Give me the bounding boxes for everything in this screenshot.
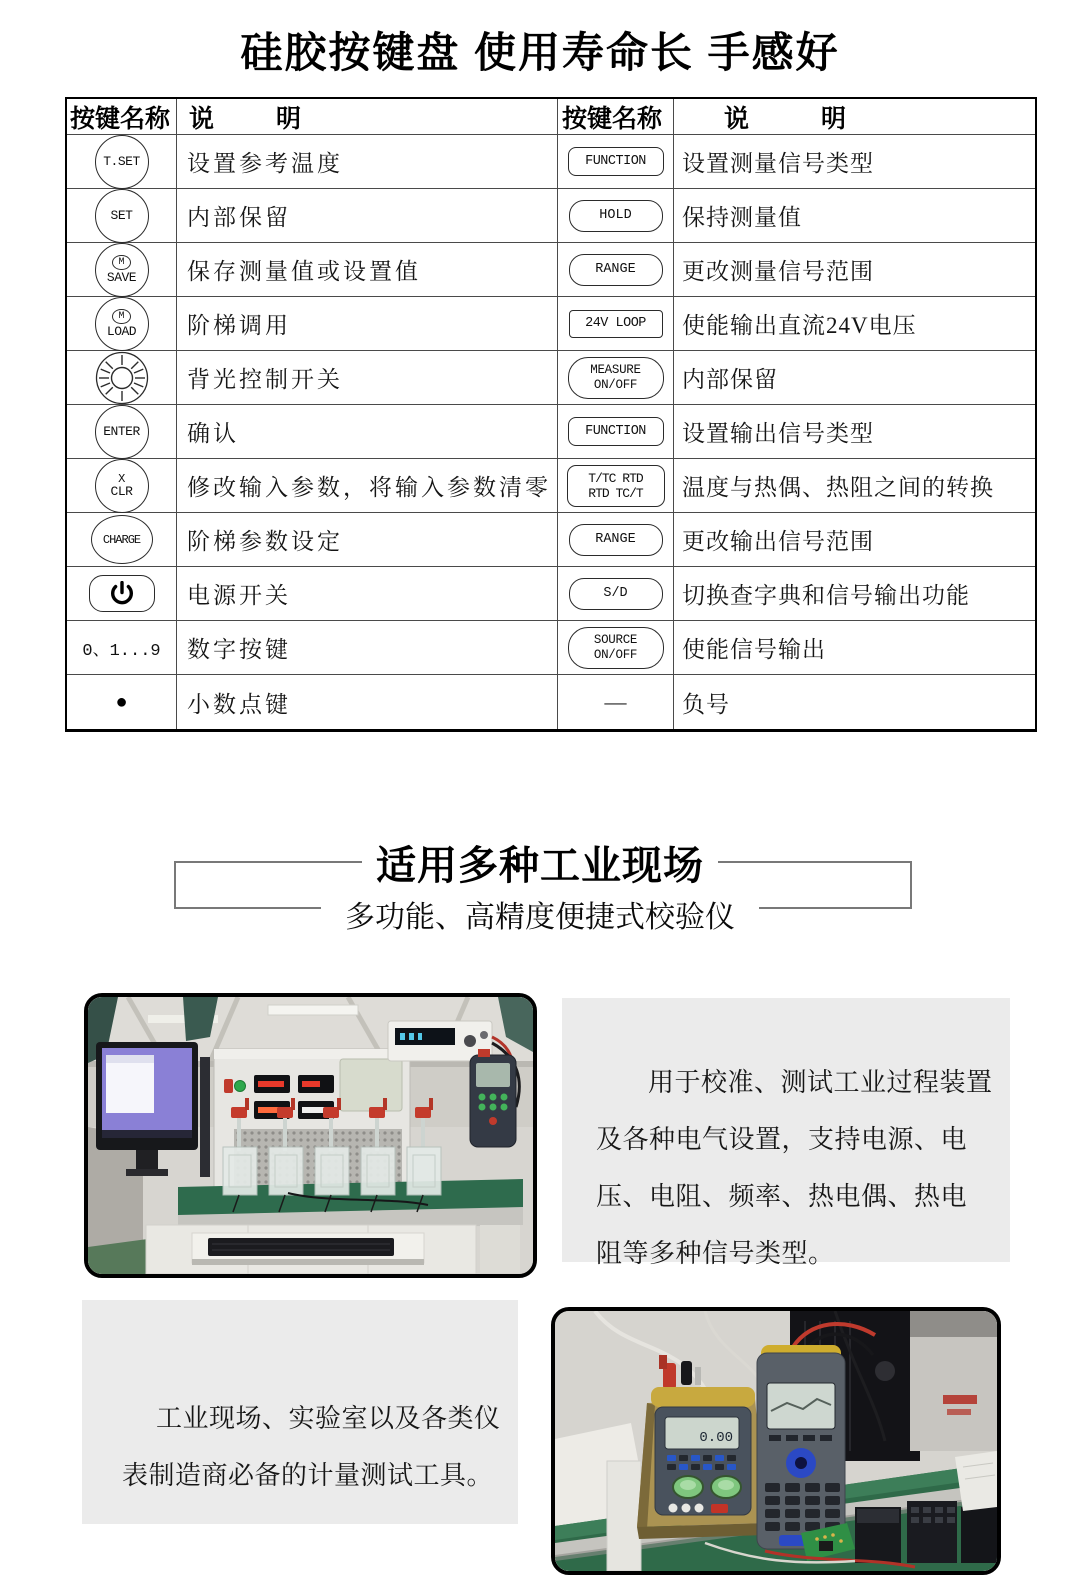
m-load-key-desc: 阶梯调用 (177, 297, 558, 351)
enter-key-button: ENTER (95, 405, 149, 459)
feature-text-measure (562, 998, 1010, 1268)
feature-line: 压、电阻、频率、热电偶、热电 (596, 1181, 968, 1211)
measure-onoff-key-desc: 内部保留 (674, 351, 1035, 405)
sd-key-desc: 切换查字典和信号输出功能 (674, 567, 1035, 621)
x-clr-key-button: X CLR (95, 459, 149, 513)
numeric-keys-label: 0、1...9 (82, 641, 161, 661)
decimal-key-desc: 小数点键 (177, 675, 558, 729)
enter-key-desc: 确认 (177, 405, 558, 459)
power-key-desc: 电源开关 (177, 567, 558, 621)
m-load-key-button: M LOAD (95, 297, 149, 351)
source-onoff-key-button: SOURCE ON/OFF (568, 627, 664, 669)
table-header-key-right: 按键名称 (558, 99, 674, 135)
ttc-rtd-key-button: T/TC RTD RTD TC/T (567, 465, 665, 507)
charge-key-desc: 阶梯参数设定 (177, 513, 558, 567)
set-key-button: SET (95, 189, 149, 243)
m-save-key-desc: 保存测量值或设置值 (177, 243, 558, 297)
ttc-rtd-key-desc: 温度与热偶、热阻之间的转换 (674, 459, 1035, 513)
measure-onoff-key-button: MEASURE ON/OFF (568, 357, 664, 399)
tset-key-button: T.SET (95, 135, 149, 189)
function-source-key-button: FUNCTION (568, 417, 664, 446)
power-key-button (89, 575, 155, 612)
section-subheading: 多功能、高精度便捷式校验仪 (0, 892, 1080, 936)
m-save-key-button: M SAVE (95, 243, 149, 297)
minus-key-desc: 负号 (682, 691, 730, 717)
calibrator-lcd-value: 0.00 (699, 1430, 733, 1446)
function-measure-key-desc: 设置测量信号类型 (674, 135, 1035, 189)
feature-text-tool (82, 1300, 518, 1524)
range-source-key-button: RANGE (569, 524, 663, 556)
feature-line: 用于校准、测试工业过程装置 (648, 1067, 993, 1097)
tset-key-desc: 设置参考温度 (177, 135, 558, 189)
loop-24v-key-desc: 使能输出直流24V电压 (674, 297, 1035, 351)
loop-24v-key-button: 24V LOOP (569, 310, 663, 338)
backlight-icon (95, 351, 149, 405)
factory-test-bench-illustration (88, 997, 533, 1274)
handheld-calibrators-illustration (555, 1311, 997, 1571)
x-clr-key-desc: 修改输入参数，将输入参数清零 (177, 459, 558, 513)
range-measure-key-button: RANGE (569, 254, 663, 286)
minus-dash-icon: — (604, 689, 627, 714)
feature-line: 表制造商必备的计量测试工具。 (122, 1460, 494, 1490)
numeric-keys-desc: 数字按键 (177, 621, 558, 675)
handheld-calibrators-photo (551, 1307, 1001, 1575)
sd-key-button: S/D (569, 578, 663, 610)
table-header-desc-right: 说 明 (674, 99, 1035, 135)
range-measure-key-desc: 更改测量信号范围 (674, 243, 1035, 297)
section-heading: 适用多种工业现场 (0, 834, 1080, 891)
backlight-key-desc: 背光控制开关 (177, 351, 558, 405)
set-key-desc: 内部保留 (177, 189, 558, 243)
feature-line: 及各种电气设置，支持电源、电 (596, 1124, 968, 1154)
hold-key-desc: 保持测量值 (674, 189, 1035, 243)
key-function-table (65, 97, 1037, 732)
range-source-key-desc: 更改输出信号范围 (674, 513, 1035, 567)
page-title: 硅胶按键盘 使用寿命长 手感好 (240, 29, 840, 76)
hold-key-button: HOLD (569, 200, 663, 232)
table-header-key-left: 按键名称 (67, 99, 177, 135)
factory-test-bench-photo (84, 993, 537, 1278)
charge-key-button: CHARGE (91, 515, 153, 564)
source-onoff-key-desc: 使能信号输出 (674, 621, 1035, 675)
table-header-desc-left: 说 明 (177, 99, 558, 135)
decimal-dot-icon: ● (115, 691, 128, 713)
power-icon (109, 581, 135, 607)
feature-line: 阻等多种信号类型。 (596, 1238, 835, 1268)
function-measure-key-button: FUNCTION (568, 147, 664, 176)
function-source-key-desc: 设置输出信号类型 (674, 405, 1035, 459)
feature-line: 工业现场、实验室以及各类仪 (156, 1403, 501, 1433)
